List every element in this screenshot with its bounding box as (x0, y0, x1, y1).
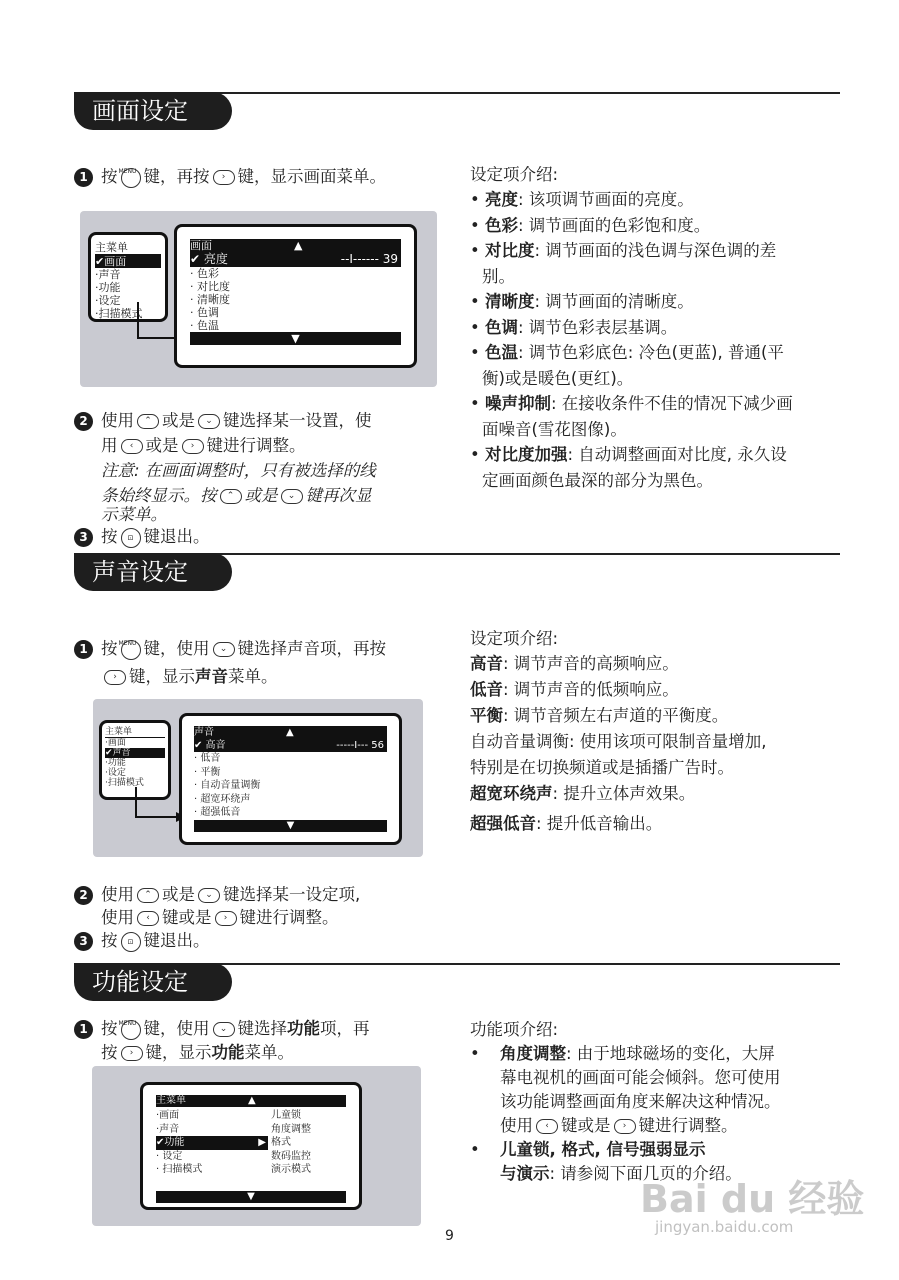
left-button-icon: ‹ (137, 911, 159, 926)
right-button-icon: › (215, 911, 237, 926)
up-arrow-icon: ▲ (286, 727, 294, 738)
down-button-icon: ⌄ (281, 489, 303, 504)
watermark-url: jingyan.baidu.com (655, 1218, 794, 1236)
step-1: 1 按 MENU 键，使用 ⌄ 键选择功能项，再 (74, 1016, 370, 1041)
main-menu-panel: 主菜单 ·画面 ✔声音 ·功能 ·设定 ·扫描模式 (99, 720, 171, 800)
down-button-icon: ⌄ (198, 888, 220, 903)
down-arrow-icon: ▼ (156, 1191, 346, 1203)
down-button-icon: ⌄ (198, 414, 220, 429)
menu-button-icon: MENU (121, 1020, 141, 1040)
exit-button-icon: ⊡ (121, 528, 141, 548)
left-button-icon: ‹ (536, 1119, 558, 1134)
menu-button-icon: MENU (121, 640, 141, 660)
picture-menu-panel: 画面 ▲ ✔ 亮度 --I------ 39 · 色彩 · 对比度 · 清晰度 · 色调 · 色温 ▼ (174, 224, 417, 368)
intro-list: • 角度调整: 由于地球磁场的变化，大屏 幕电视机的画面可能会倾斜。您可使用 该功能调整画面角度来解决这种情况。 使用 ‹ 键或是 › 键进行调整。 • 儿童锁, 格式, 信号强弱显示 与演示: 请参阅下面几页的介绍。 (470, 1044, 781, 1183)
intro-heading: 设定项介绍: (470, 165, 559, 184)
intro-heading: 功能项介绍: (470, 1020, 559, 1039)
section-title: 画面设定 (74, 92, 232, 130)
sound-menu-panel: 声音 ▲ ✔ 高音 -----I--- 56 · 低音 · 平衡 · 自动音量调衡 · 超宽环绕声 · 超强低音 ▼ (179, 713, 402, 845)
up-arrow-icon: ▲ (248, 1095, 256, 1106)
down-button-icon: ⌄ (213, 642, 235, 657)
section-title: 声音设定 (74, 553, 232, 591)
note: 注意: 在画面调整时，只有被选择的线 (101, 461, 376, 480)
main-menu-panel: 主菜单 ✔画面 ·声音 ·功能 ·设定 ·扫描模式 (88, 232, 168, 322)
step-3: 3 按 ⊡ 键退出。 (74, 524, 210, 549)
step-1: 1 按 MENU 键，再按 › 键，显示画面菜单。 (74, 164, 386, 189)
step-2: 2 使用 ⌃ 或是 ⌄ 键选择某一设置，使 (74, 408, 372, 433)
menu-button-icon: MENU (121, 168, 141, 188)
value-slider: -----I--- 56 (336, 740, 384, 751)
down-arrow-icon: ▼ (194, 820, 387, 832)
left-button-icon: ‹ (121, 439, 143, 454)
exit-button-icon: ⊡ (121, 932, 141, 952)
right-button-icon: › (182, 439, 204, 454)
page-number: 9 (445, 1228, 454, 1244)
right-button-icon: › (104, 670, 126, 685)
value-slider: --I------ 39 (340, 252, 398, 266)
up-arrow-icon: ▲ (294, 239, 303, 252)
up-button-icon: ⌃ (137, 888, 159, 903)
down-arrow-icon: ▼ (190, 332, 401, 345)
down-button-icon: ⌄ (213, 1022, 235, 1037)
section-title: 功能设定 (74, 963, 232, 1001)
intro-heading: 设定项介绍: (470, 629, 559, 648)
up-button-icon: ⌃ (137, 414, 159, 429)
step-1: 1 按 MENU 键，使用 ⌄ 键选择声音项，再按 (74, 636, 386, 661)
step-3: 3 按 ⊡ 键退出。 (74, 928, 210, 953)
intro-list: 高音: 调节声音的高频响应。 低音: 调节声音的低频响应。 平衡: 调节音频左右声道的平衡度。 自动音量调衡: 使用该项可限制音量增加, 特别是在切换频道或是插播广告时。 超宽环绕声: 提升立体声效果。 超强低音: 提升低音输出。 (470, 654, 767, 833)
watermark-logo: Bai du 经验 (640, 1177, 865, 1221)
arrow-right-icon: ▶ (258, 1137, 266, 1148)
right-button-icon: › (213, 170, 235, 185)
step-2: 2 使用 ⌃ 或是 ⌄ 键选择某一设定项, (74, 882, 360, 907)
intro-list: • 亮度: 该项调节画面的亮度。 • 色彩: 调节画面的色彩饱和度。 • 对比度: 调节画面的浅色调与深色调的差 别。 • 清晰度: 调节画面的清晰度。 • 色调: 调节色彩表层基调。 • 色温: 调节色彩底色: 冷色(更蓝), 普通(平 衡)或是暖色(更红)。 • 噪声抑制: 在接收条件不佳的情况下减少画 面噪音(雪花图像)。 • 对比度加强: 自动调整画面对比度, 永久设 定画面颜色最深的部分为黑色。 (470, 190, 793, 490)
up-button-icon: ⌃ (220, 489, 242, 504)
right-button-icon: › (614, 1119, 636, 1134)
function-menu-panel: 主菜单 ▲ ·画面 ·声音 ✔功能 ▶ · 设定 · 扫描模式 儿童锁 角度调整 格式 数码监控 演示模式 ▼ (140, 1082, 362, 1210)
right-button-icon: › (121, 1046, 143, 1061)
